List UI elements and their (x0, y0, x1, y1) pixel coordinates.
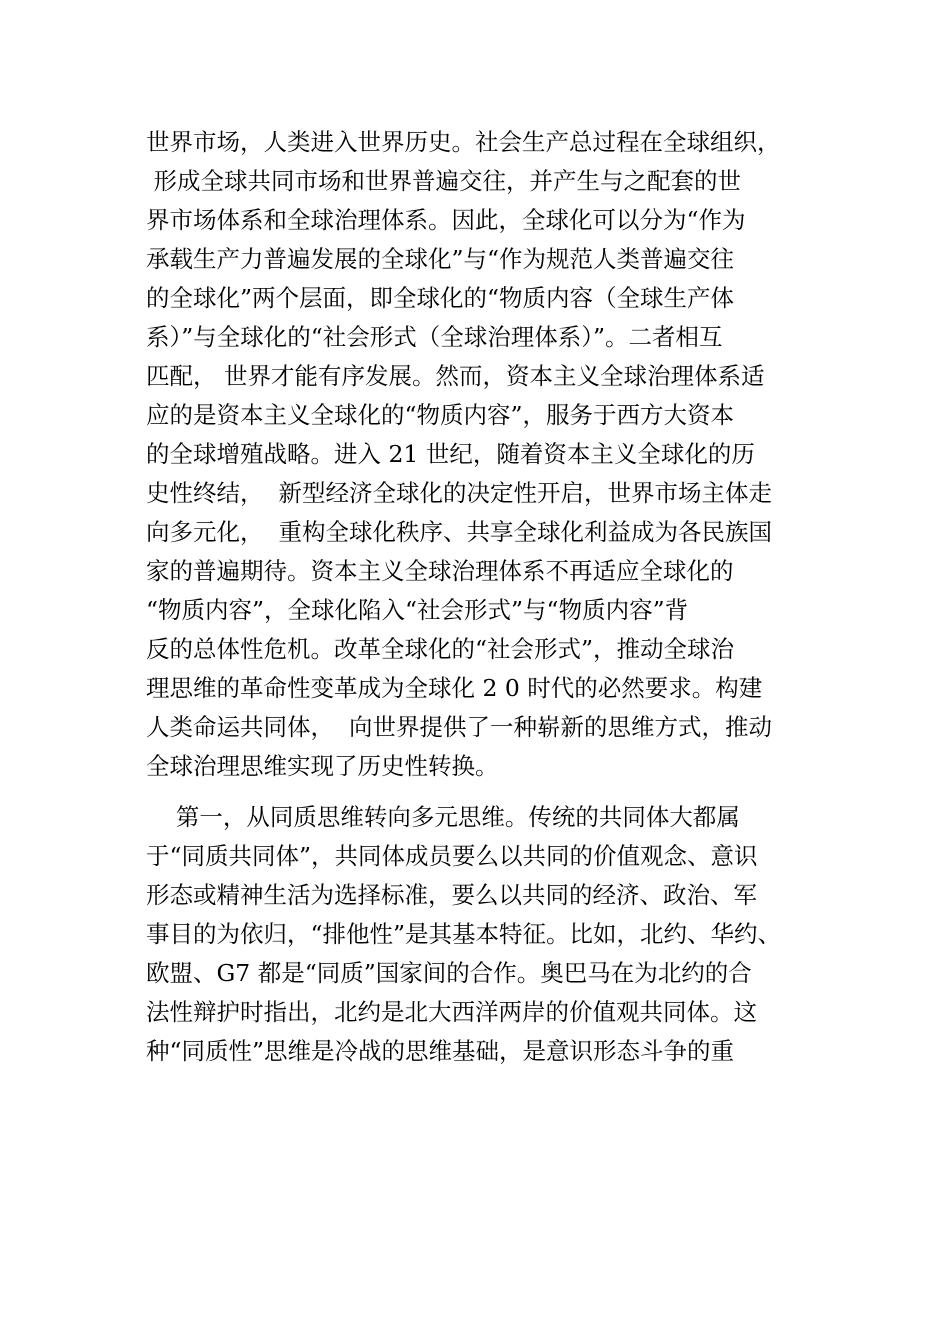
text-line: 承载生产力普遍发展的全球化”与“作为规范人类普遍交往 (146, 245, 735, 273)
text-line: 反的总体性危机。改革全球化的“社会形式”，推动全球治 (146, 635, 735, 663)
paragraph-first-line: 第一，从同质思维转向多元思维。传统的共同体大都属 (146, 803, 740, 831)
text-line: 形成全球共同市场和世界普遍交往，并产生与之配套的世 (146, 167, 741, 195)
text-line: 史性终结， 新型经济全球化的决定性开启，世界市场主体走 (146, 479, 772, 507)
text-line: “物质内容”，全球化陷入“社会形式”与“物质内容”背 (146, 596, 689, 624)
text-line: 事目的为依归，“排他性”是其基本特征。比如，北约、华约、 (146, 920, 782, 948)
text-line: 世界市场，人类进入世界历史。社会生产总过程在全球组织， (146, 128, 781, 156)
text-line: 理思维的革命性变革成为全球化 2 0 时代的必然要求。构建 (146, 674, 763, 702)
text-line: 形态或精神生活为选择标准，要么以共同的经济、政治、军 (146, 881, 757, 909)
text-line: 于“同质共同体”，共同体成员要么以共同的价值观念、意识 (146, 842, 758, 870)
text-line: 欧盟、G7 都是“同质”国家间的合作。奥巴马在为北约的合 (146, 959, 752, 987)
text-line: 界市场体系和全球治理体系。因此，全球化可以分为“作为 (146, 206, 746, 234)
text-line: 匹配， 世界才能有序发展。然而，资本主义全球治理体系适 (146, 362, 765, 390)
text-line: 种“同质性”思维是冷战的思维基础，是意识形态斗争的重 (146, 1037, 735, 1065)
text-line: 应的是资本主义全球化的“物质内容”，服务于西方大资本 (146, 401, 735, 429)
text-line: 法性辩护时指出，北约是北大西洋两岸的价值观共同体。这 (146, 998, 757, 1026)
text-line: 全球治理思维实现了历史性转换。 (146, 752, 499, 780)
text-line: 的全球增殖战略。进入 21 世纪，随着资本主义全球化的历 (146, 440, 755, 468)
text-line: 的全球化”两个层面，即全球化的“物质内容（全球生产体 (146, 284, 735, 312)
text-line: 家的普遍期待。资本主义全球治理体系不再适应全球化的 (146, 557, 734, 585)
text-line: 向多元化， 重构全球化秩序、共享全球化利益成为各民族国 (146, 518, 772, 546)
text-line: 系）”与全球化的“社会形式（全球治理体系）”。二者相互 (146, 323, 723, 351)
text-line: 人类命运共同体， 向世界提供了一种崭新的思维方式，推动 (146, 713, 772, 741)
